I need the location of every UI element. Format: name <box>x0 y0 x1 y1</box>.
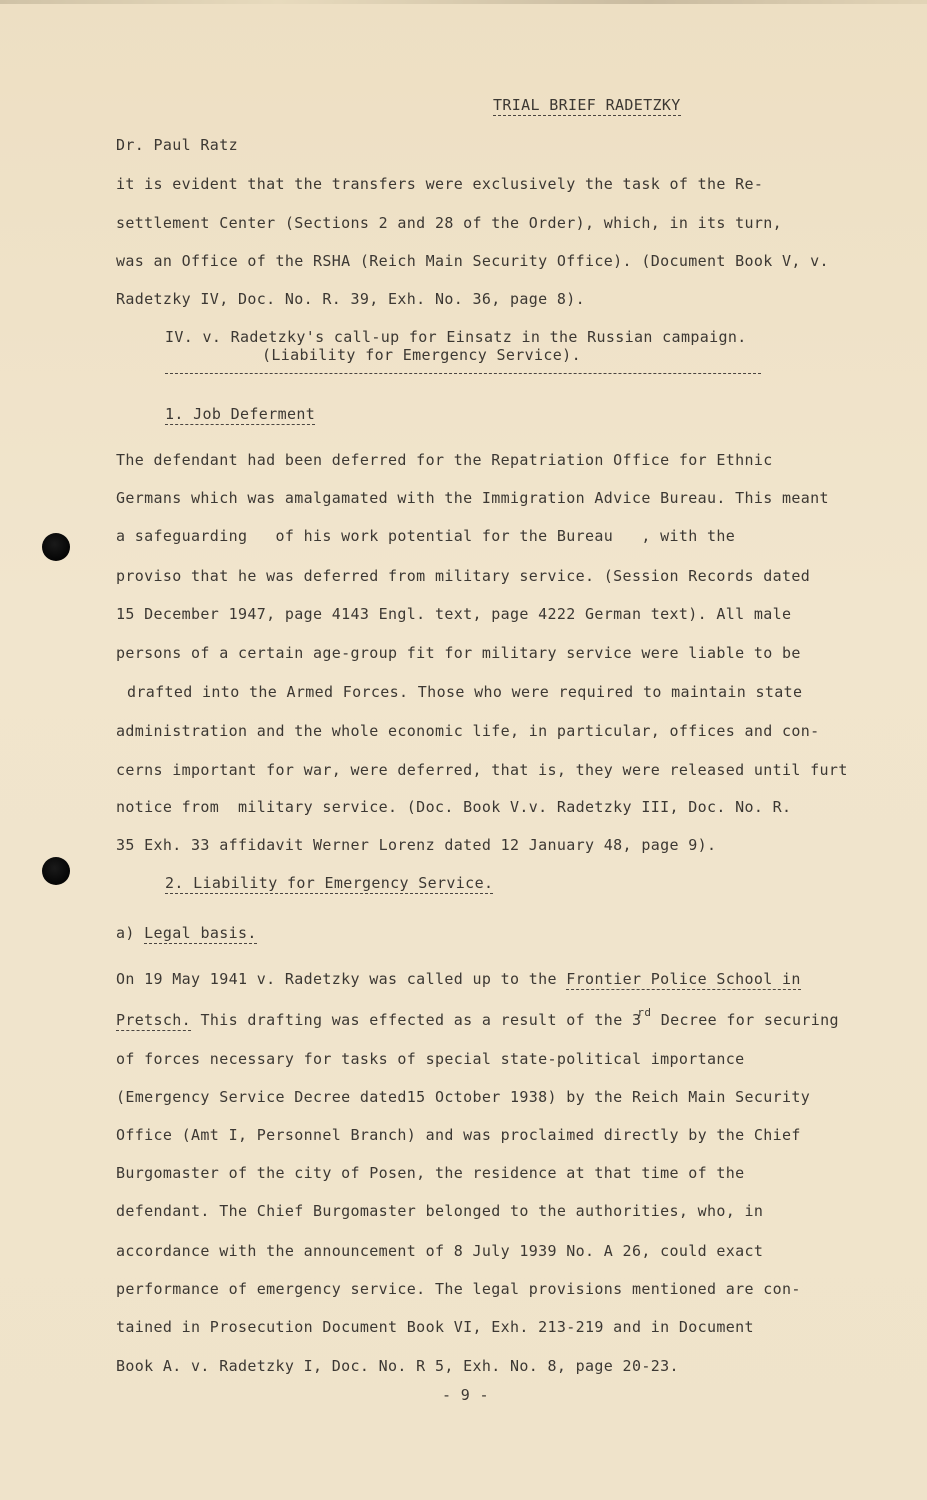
page-number: - 9 - <box>442 1386 489 1404</box>
legal-basis-title: Legal basis. <box>144 924 257 942</box>
punch-hole-upper <box>42 533 70 561</box>
deferment-line-7: drafted into the Armed Forces. Those who were required to maintain state <box>127 683 803 701</box>
pretsch-place: Pretsch. <box>116 1011 192 1029</box>
legal-basis-label: a) <box>116 924 135 942</box>
legal-line-8: accordance with the announcement of 8 July 1939 No. A 26, could exact <box>116 1242 764 1260</box>
legal-line-9: performance of emergency service. The legal provisions mentioned are con- <box>116 1280 801 1298</box>
document-title: TRIAL BRIEF RADETZKY <box>493 96 681 114</box>
legal-line-2-end: Decree for securing <box>660 1011 839 1029</box>
legal-line-2 <box>116 1006 839 1031</box>
deferment-line-2: Germans which was amalgamated with the Immigration Advice Bureau. This meant <box>116 489 829 507</box>
intro-line-3: was an Office of the RSHA (Reich Main Security Office). (Document Book V, v. <box>116 252 829 270</box>
legal-line-5: Office (Amt I, Personnel Branch) and was proclaimed directly by the Chief <box>116 1126 801 1144</box>
job-deferment-heading: 1. Job Deferment <box>165 405 316 423</box>
deferment-line-8: administration and the whole economic life, in particular, offices and con- <box>116 722 820 740</box>
legal-line-1-lead: On 19 May 1941 v. Radetzky was called up to the <box>116 970 557 988</box>
legal-line-7: defendant. The Chief Burgomaster belonged to the authorities, who, in <box>116 1202 764 1220</box>
deferment-line-1: The defendant had been deferred for the Repatriation Office for Ethnic <box>116 451 773 469</box>
emergency-service-heading: 2. Liability for Emergency Service. <box>165 874 494 892</box>
legal-line-4: (Emergency Service Decree dated15 October 1938) by the Reich Main Security <box>116 1088 811 1106</box>
intro-line-4: Radetzky IV, Doc. No. R. 39, Exh. No. 36, page 8). <box>116 290 586 308</box>
ordinal-superscript: rd <box>637 1006 652 1019</box>
deferment-line-6: persons of a certain age-group fit for military service were liable to be <box>116 644 801 662</box>
legal-line-1 <box>116 970 801 988</box>
legal-line-6: Burgomaster of the city of Posen, the residence at that time of the <box>116 1164 745 1182</box>
section-heading-rule <box>165 373 761 374</box>
legal-line-11: Book A. v. Radetzky I, Doc. No. R 5, Exh. No. 8, page 20-23. <box>116 1357 679 1375</box>
deferment-line-10: notice from military service. (Doc. Book V.v. Radetzky III, Doc. No. R. <box>116 798 792 816</box>
deferment-line-4: proviso that he was deferred from military service. (Session Records dated <box>116 567 811 585</box>
section-heading-line-2: (Liability for Emergency Service). <box>262 346 581 364</box>
legal-line-2-text: This drafting was effected as a result of the 3 <box>200 1011 642 1029</box>
legal-line-3: of forces necessary for tasks of special state-political importance <box>116 1050 745 1068</box>
intro-line-1: it is evident that the transfers were exclusively the task of the Re- <box>116 175 764 193</box>
deferment-line-5: 15 December 1947, page 4143 Engl. text, page 4222 German text). All male <box>116 605 792 623</box>
intro-line-2: settlement Center (Sections 2 and 28 of the Order), which, in its turn, <box>116 214 783 232</box>
punch-hole-lower <box>42 857 70 885</box>
frontier-police-school: Frontier Police School in <box>566 970 801 988</box>
deferment-line-3: a safeguarding of his work potential for the Bureau , with the <box>116 527 736 545</box>
section-heading-line-1: IV. v. Radetzky's call-up for Einsatz in the Russian campaign. <box>165 328 747 346</box>
legal-line-10: tained in Prosecution Document Book VI, Exh. 213-219 and in Document <box>116 1318 754 1336</box>
deferment-line-9: cerns important for war, were deferred, that is, they were released until furt <box>116 761 848 779</box>
author-line: Dr. Paul Ratz <box>116 136 238 154</box>
paper-top-edge <box>0 0 927 4</box>
legal-basis-heading <box>116 924 257 942</box>
deferment-line-11: 35 Exh. 33 affidavit Werner Lorenz dated 12 January 48, page 9). <box>116 836 717 854</box>
